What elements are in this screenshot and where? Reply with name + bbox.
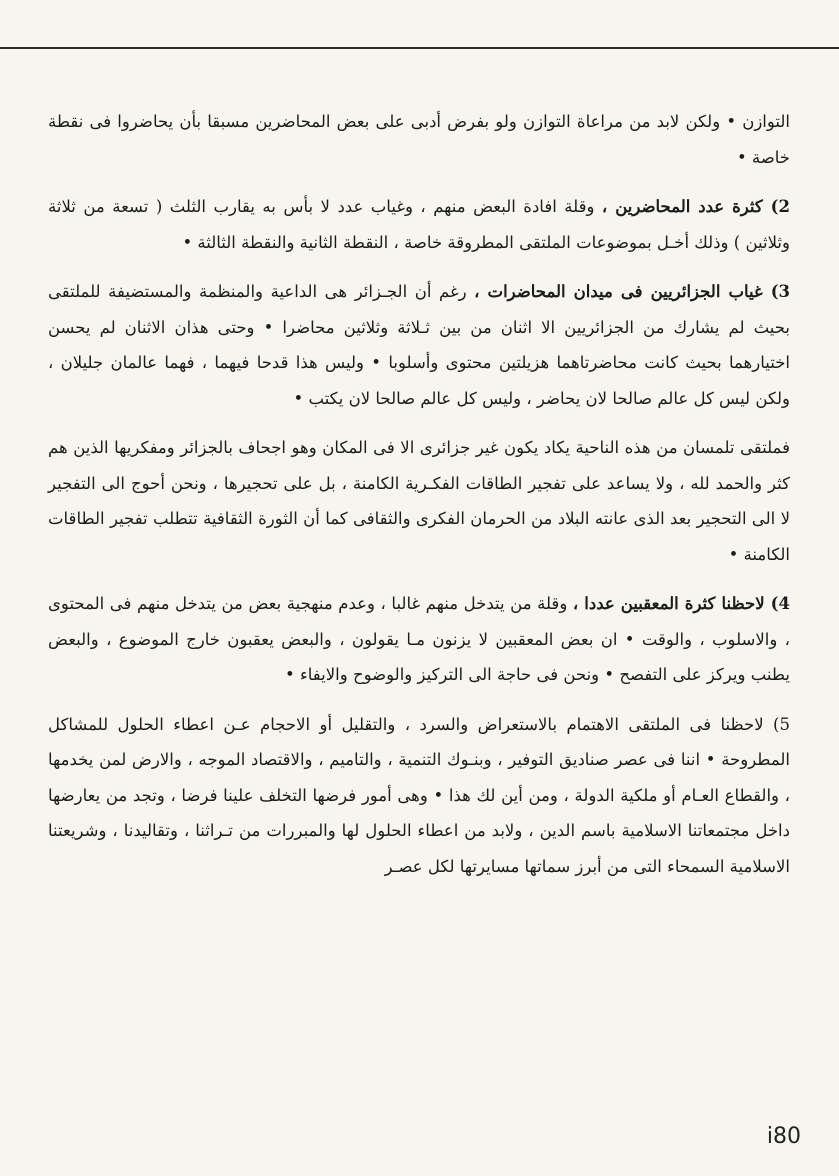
paragraph-1-text: التوازن • ولكن لابد من مراعاة التوازن ولو بفرض أدبى على بعض المحاضرين مسبقا بأن يحاضروا فى نقطة خاصة •: [48, 112, 790, 167]
paragraph-5-text: وقلة من يتدخل منهم غالبا ، وعدم منهجية بعض من يتدخل منهم فى المحتوى ، والاسلوب ، والوقت • ان بعض المعقبين لا يزنون مـا يقولون ، والبعض يعقبون خارج الموضوع ، والبعض يطنب ويركز على التفصح • ونحن فى حاجة الى التركيز والوضوح والايفاء •: [48, 594, 790, 684]
paragraph-2: [48, 189, 790, 260]
paragraph-5: [48, 586, 790, 693]
header-rule: [0, 47, 839, 49]
paragraph-3: [48, 274, 790, 416]
paragraph-2-text: وقلة افادة البعض منهم ، وغياب عدد لا بأس به يقارب الثلث ( تسعة من ثلاثة وثلاثين ) وذلك أخـل بموضوعات الملتقى المطروقة خاصة ، النقطة الثانية والنقطة الثالثة •: [48, 197, 790, 252]
paragraph-4-text: فملتقى تلمسان من هذه الناحية يكاد يكون غير جزائرى الا فى المكان وهو اجحاف بالجزائر ومفكريها الذين هم كثر والحمد لله ، ولا يساعد على تفجير الطاقات الفكـرية الكامنة ، بل على تحجيرها ، ونحن أحوج الى التفجير لا الى التحجير بعد الذى عانته البلاد من الحرمان الفكرى والثقافى كما أن الثورة الثقافية تتطلب تفجير الطاقات الكامنة •: [48, 438, 790, 564]
paragraph-3-heading: 3) غياب الجزائريين فى ميدان المحاضرات ،: [474, 282, 790, 301]
paragraph-3-text: رغم أن الجـزائر هى الداعية والمنظمة والمستضيفة للملتقى بحيث لم يشارك من الجزائريين الا اثنان من بين ثـلاثة وثلاثين محاضرا • وحتى هذان الاثنان لم يحسن اختيارهما بحيث كانت محاضرتاهما هزيلتين محتوى وأسلوبا • وليس هذا قدحا فيهما ، فهما عالمان جليلان ، ولكن ليس كل عالم صالحا لان يحاضر ، وليس كل عالم صالحا لان يكتب •: [48, 282, 790, 408]
paragraph-5-heading: 4) لاحظنا كثرة المعقبين عددا ،: [572, 594, 790, 613]
paragraph-6-text: 5) لاحظنا فى الملتقى الاهتمام بالاستعراض والسرد ، والتقليل أو الاحجام عـن اعطاء الحلول للمشاكل المطروحة • اننا فى عصر صناديق التوفير ، وبنـوك التنمية ، والتاميم ، والاقتصاد الموجه ، والارض لمن يخدمها ، والقطاع العـام أو ملكية الدولة ، ومن أين لك هذا • وهى أمور فرضها التخلف علينا فرضا ، وتجد من يعارضها داخل مجتمعاتنا الاسلامية باسم الدين ، ولابد من اعطاء الحلول لها والمبررات من تـراثنا ، وتقاليدنا ، وشريعتنا الاسلامية السمحاء التى من أبرز سماتها مسايرتها لكل عصـر: [48, 714, 790, 876]
paragraph-6: [48, 707, 790, 885]
paragraph-4: [48, 430, 790, 572]
body-text: [48, 104, 790, 898]
page-number: i80: [766, 1124, 801, 1149]
paragraph-1: [48, 104, 790, 175]
paragraph-2-heading: 2) كثرة عدد المحاضرين ،: [601, 197, 790, 216]
